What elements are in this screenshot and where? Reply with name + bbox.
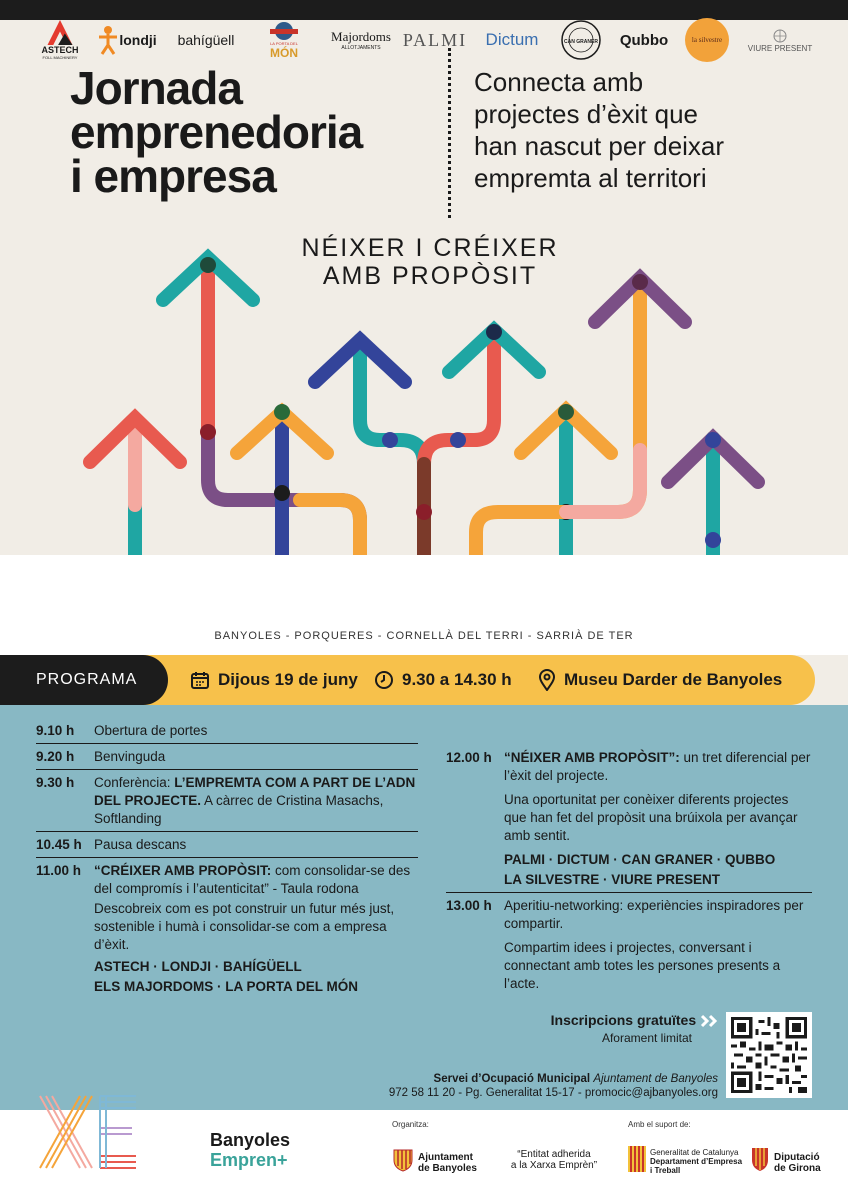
calendar-icon xyxy=(190,670,210,690)
ajuntament-shield-icon xyxy=(392,1146,414,1172)
inscriptions-title[interactable]: Inscripcions gratuïtes xyxy=(478,1012,718,1028)
generalitat-flag-icon xyxy=(628,1146,646,1172)
diputacio-girona: Diputació de Girona xyxy=(774,1152,821,1174)
program-label: PROGRAMA xyxy=(0,655,168,705)
hero-section xyxy=(0,20,848,555)
contact-info: Servei d’Ocupació Municipal Ajuntament de Banyoles 972 58 11 20 - Pg. Generalitat 15-17 - promocic@ajbanyoles.org xyxy=(388,1073,718,1099)
logo-la-silvestre: la silvestre xyxy=(684,20,730,60)
schedule-item: 11.00 h “CRÉIXER AMB PROPÒSIT: com consolidar-se des del compromís i l’autenticitat” - Taula rodona Descobreix com es pot construir un futur més just, sostenible i humà i consolidar-se com a empresa d’èxit. ASTECH · LONDJI · BAHÍGÜELL ELS MAJORDOMS · LA PORTA DEL MÓN xyxy=(36,863,411,994)
logo-majordoms: Majordoms ALLOTJAMENTS xyxy=(331,29,391,51)
clock-icon xyxy=(374,670,394,690)
logo-palmi: PALMI xyxy=(402,29,468,50)
suport-label: Amb el suport de: xyxy=(628,1120,691,1129)
event-date: Dijous 19 de juny xyxy=(190,655,358,705)
can-graner-seal xyxy=(560,19,602,61)
xarxa-empren-note: “Entitat adherida a la Xarxa Emprèn” xyxy=(510,1149,598,1171)
svg-text:CAN GRANER: CAN GRANER xyxy=(564,39,598,45)
schedule-item: 9.30 h Conferència: L’EMPREMTA COM A PART DE L’ADN DEL PROJECTE. A càrrec de Cristina Masachs, Softlanding xyxy=(36,770,418,832)
qr-code-icon xyxy=(731,1017,807,1093)
viure-present-icon xyxy=(771,28,789,44)
double-chevron-right-icon xyxy=(700,1014,718,1028)
globe-icon xyxy=(270,21,298,41)
schedule-item: 13.00 h Aperitiu-networking: experiències inspiradores per compartir. Compartim idees i projectes, conversant i connectant amb totes les persones presents a l’acte. xyxy=(446,898,804,991)
schedule-item: 10.45 h Pausa descans xyxy=(36,832,418,858)
astech-icon xyxy=(43,20,77,45)
diputacio-shield-icon xyxy=(750,1146,770,1172)
logo-londji: londji xyxy=(96,20,158,60)
schedule-item: 12.00 h “NÉIXER AMB PROPÒSIT”: un tret diferencial per l’èxit del projecte. Una oportunitat per conèixer diferents projectes que han fet del propòsit una brúixola per avançar amb sentit. PALMI · DICTUM · CAN GRANER · QUBBO LA SILVESTRE · VIURE PRESENT xyxy=(446,745,812,893)
generalitat-catalunya: Generalitat de Catalunya Departament d’Empresa i Treball xyxy=(650,1148,743,1175)
event-title: Jornada emprenedoria i empresa xyxy=(70,62,363,202)
logo-bahiguell: bahígüell xyxy=(177,32,235,48)
schedule-item: 9.10 h Obertura de portes xyxy=(36,718,418,744)
organitza-label: Organitza: xyxy=(392,1120,429,1129)
towns-list: BANYOLES - PORQUERES - CORNELLÀ DEL TERRI - SARRIÀ DE TER xyxy=(214,630,634,642)
schedule-right xyxy=(446,745,812,996)
logo-astech: ASTECH FOLL MACHINERY xyxy=(30,20,90,60)
event-time: 9.30 a 14.30 h xyxy=(374,655,512,705)
aforament-note: Aforament limitat xyxy=(601,1031,692,1045)
qr-code[interactable] xyxy=(726,1012,812,1098)
event-place: Museu Darder de Banyoles xyxy=(538,655,782,705)
logo-la-porta-del-mon: LA PORTA DEL MÓN xyxy=(253,20,315,60)
top-bar xyxy=(0,0,848,20)
logo-can-graner xyxy=(556,20,606,60)
xe-logo xyxy=(36,1092,140,1172)
title-divider xyxy=(448,48,451,218)
banyoles-empren-brand: Banyoles Empren+ xyxy=(210,1130,291,1170)
slogan: NÉIXER I CRÉIXER AMB PROPÒSIT xyxy=(301,234,559,290)
event-subtitle: Connecta amb projectes d’èxit que han nascut per deixar empremta al territori xyxy=(474,67,725,193)
logo-qubbo: Qubbo xyxy=(619,31,669,49)
schedule-left xyxy=(36,718,418,999)
londji-figure-icon xyxy=(97,25,119,55)
logo-dictum: Dictum xyxy=(485,30,539,49)
location-pin-icon xyxy=(538,669,556,691)
ajuntament-banyoles: Ajuntament de Banyoles xyxy=(418,1152,477,1174)
logo-viure-present: VIURE PRESENT xyxy=(742,20,818,60)
schedule-item: 9.20 h Benvinguda xyxy=(36,744,418,770)
